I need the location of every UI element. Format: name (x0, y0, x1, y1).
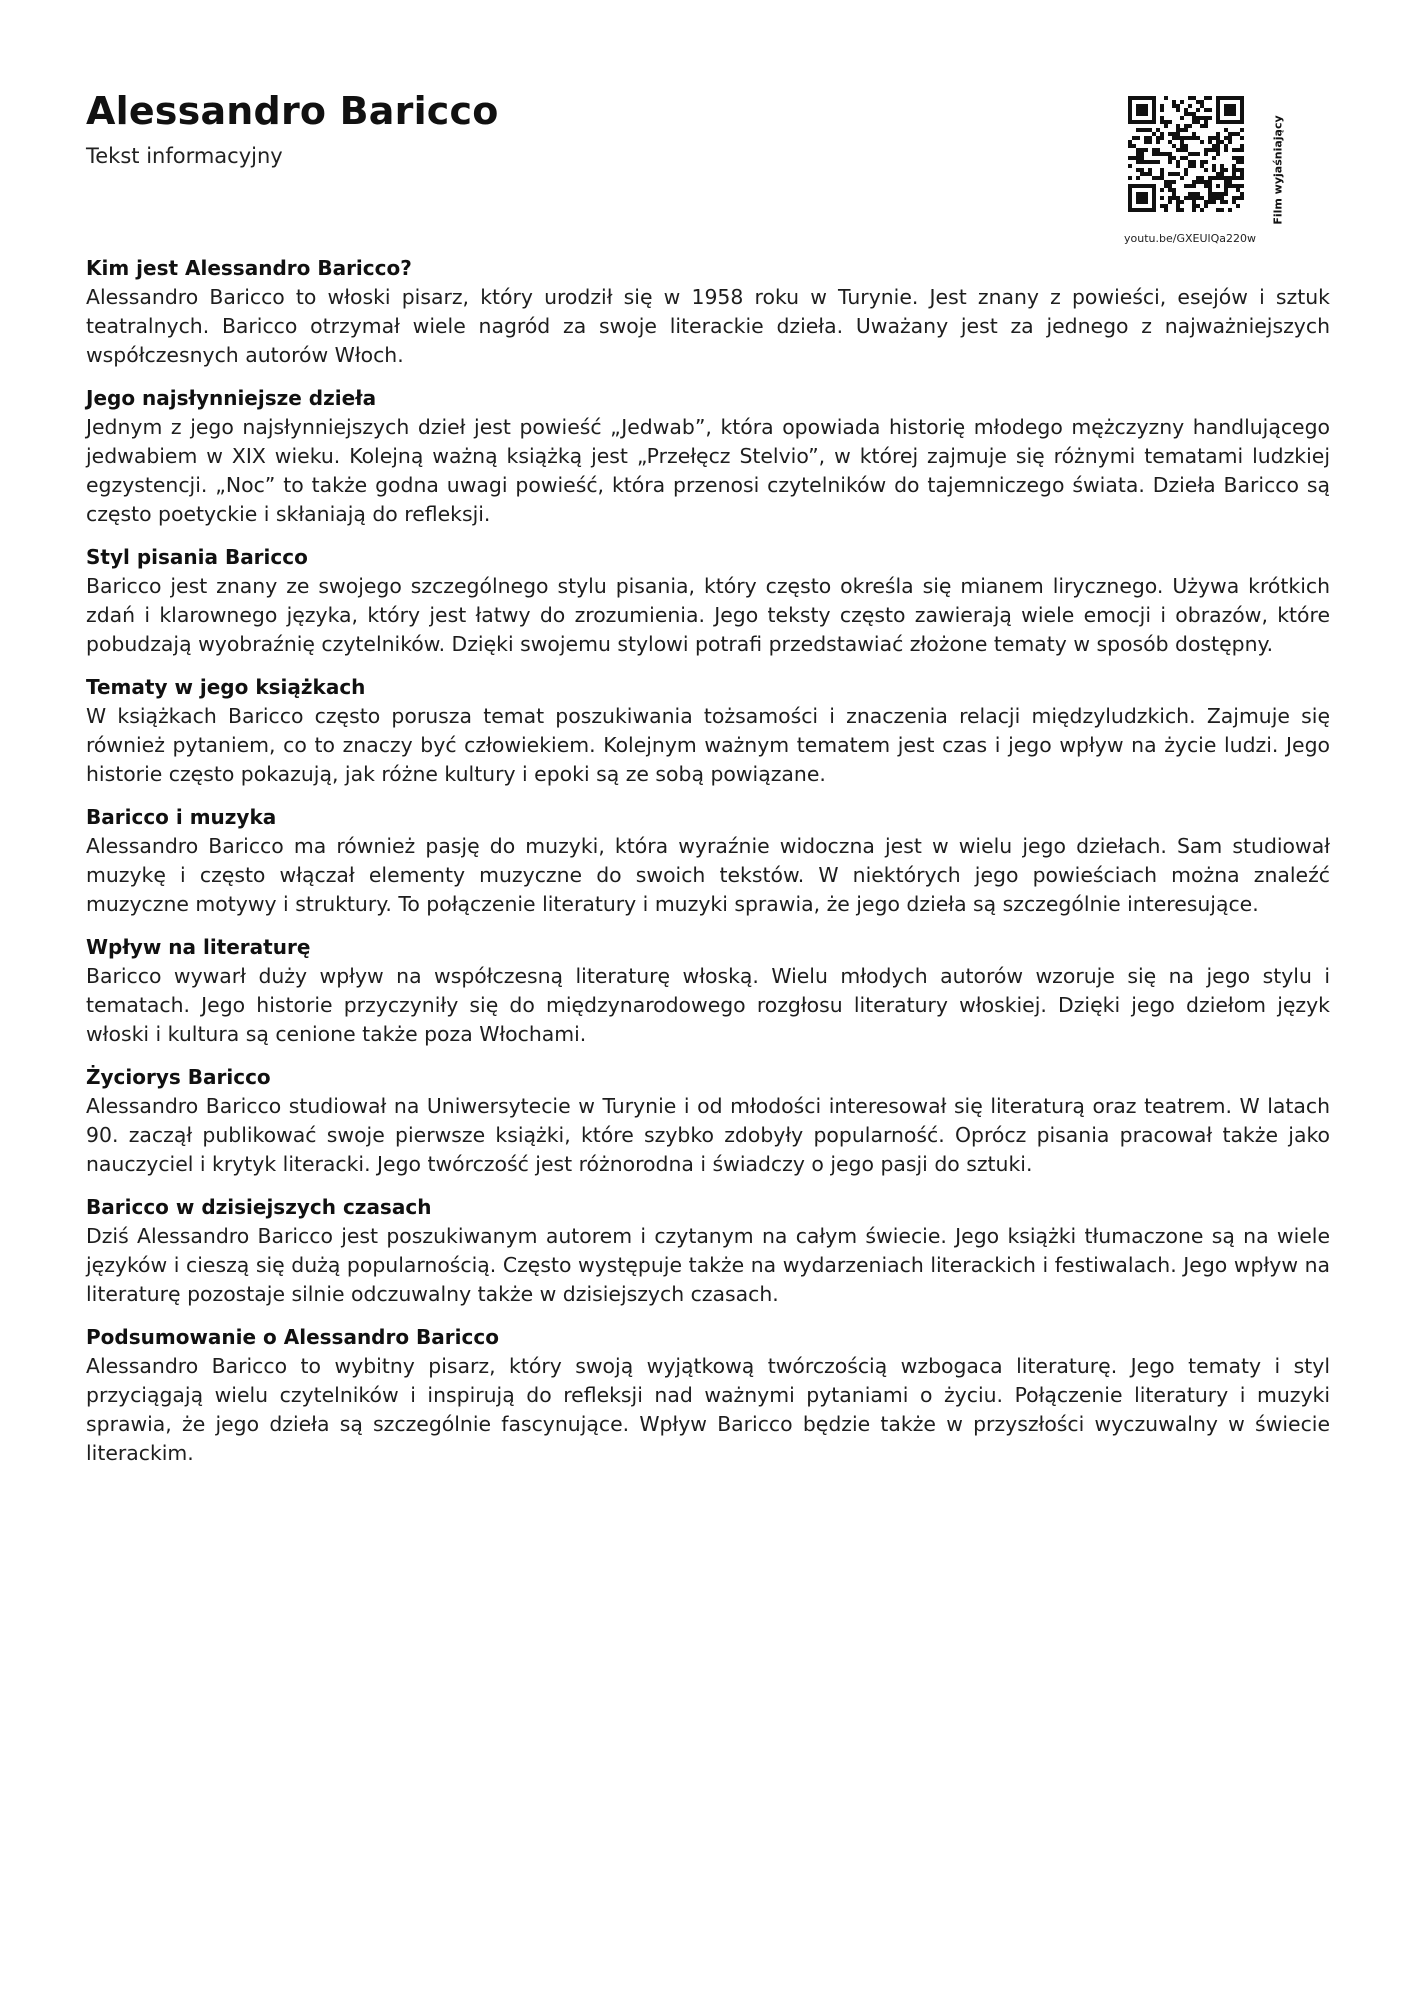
section-heading: Styl pisania Baricco (86, 545, 308, 569)
section-music (86, 803, 1330, 919)
qr-code-icon[interactable] (1128, 96, 1244, 212)
page-title: Alessandro Baricco (86, 89, 499, 133)
section-heading: Kim jest Alessandro Baricco? (86, 256, 412, 280)
section-text: Alessandro Baricco to wybitny pisarz, który swoją wyjątkową twórczością wzbogaca literaturę. Jego tematy i styl przyciągają wielu czytelników i inspirują do refleksji nad ważnymi pytaniami o życiu. Połączenie literatury i muzyki sprawia, że jego dzieła są szczególnie fascynujące. Wpływ Baricco będzie także w przyszłości wyczuwalny w świecie literackim. (86, 1354, 1330, 1465)
section-heading: Baricco w dzisiejszych czasach (86, 1195, 432, 1219)
section-influence (86, 933, 1330, 1049)
section-text: Jednym z jego najsłynniejszych dzieł jest powieść „Jedwab”, która opowiada historię młodego mężczyzny handlującego jedwabiem w XIX wieku. Kolejną ważną książką jest „Przełęcz Stelvio”, w której zajmuje się różnymi tematami ludzkiej egzystencji. „Noc” to także godna uwagi powieść, która przenosi czytelników do tajemniczego świata. Dzieła Baricco są często poetyckie i skłaniają do refleksji. (86, 415, 1330, 526)
section-text: Alessandro Baricco studiował na Uniwersytecie w Turynie i od młodości interesował się literaturą oraz teatrem. W latach 90. zaczął publikować swoje pierwsze książki, które szybko zdobyły popularność. Oprócz pisania pracował także jako nauczyciel i krytyk literacki. Jego twórczość jest różnorodna i świadczy o jego pasji do sztuki. (86, 1094, 1330, 1176)
qr-code-block (1116, 96, 1292, 250)
section-summary (86, 1323, 1330, 1468)
section-who-is (86, 254, 1330, 370)
section-writing-style (86, 543, 1330, 659)
qr-side-label (1268, 110, 1288, 230)
section-famous-works (86, 384, 1330, 529)
section-today (86, 1193, 1330, 1309)
page-subtitle: Tekst informacyjny (86, 144, 283, 168)
section-heading: Podsumowanie o Alessandro Baricco (86, 1325, 499, 1349)
section-biography (86, 1063, 1330, 1179)
section-heading: Życiorys Baricco (86, 1065, 271, 1089)
section-text: Baricco wywarł duży wpływ na współczesną literaturę włoską. Wielu młodych autorów wzoruje się na jego stylu i tematach. Jego historie przyczyniły się do międzynarodowego rozgłosu literatury włoskiej. Dzięki jego dziełom język włoski i kultura są cenione także poza Włochami. (86, 964, 1330, 1046)
section-text: W książkach Baricco często porusza temat poszukiwania tożsamości i znaczenia relacji międzyludzkich. Zajmuje się również pytaniem, co to znaczy być człowiekiem. Kolejnym ważnym tematem jest czas i jego wpływ na życie ludzi. Jego historie często pokazują, jak różne kultury i epoki są ze sobą powiązane. (86, 704, 1330, 786)
article-body (86, 254, 1330, 1482)
section-text: Baricco jest znany ze swojego szczególnego stylu pisania, który często określa się mianem lirycznego. Używa krótkich zdań i klarownego języka, który jest łatwy do zrozumienia. Jego teksty często zawierają wiele emocji i obrazów, które pobudzają wyobraźnię czytelników. Dzięki swojemu stylowi potrafi przedstawiać złożone tematy w sposób dostępny. (86, 574, 1330, 656)
section-heading: Tematy w jego książkach (86, 675, 366, 699)
film-label: Film wyjaśniający (1271, 115, 1285, 225)
section-text: Alessandro Baricco to włoski pisarz, który urodził się w 1958 roku w Turynie. Jest znany z powieści, esejów i sztuk teatralnych. Baricco otrzymał wiele nagród za swoje literackie dzieła. Uważany jest za jednego z najważniejszych współczesnych autorów Włoch. (86, 285, 1330, 367)
section-heading: Baricco i muzyka (86, 805, 277, 829)
section-heading: Wpływ na literaturę (86, 935, 311, 959)
section-themes (86, 673, 1330, 789)
section-heading: Jego najsłynniejsze dzieła (86, 386, 377, 410)
qr-url-link[interactable]: youtu.be/GXEUlQa220w (1124, 232, 1256, 245)
section-text: Alessandro Baricco ma również pasję do muzyki, która wyraźnie widoczna jest w wielu jego dziełach. Sam studiował muzykę i często włączał elementy muzyczne do swoich tekstów. W niektórych jego powieściach można znaleźć muzyczne motywy i struktury. To połączenie literatury i muzyki sprawia, że jego dzieła są szczególnie interesujące. (86, 834, 1330, 916)
section-text: Dziś Alessandro Baricco jest poszukiwanym autorem i czytanym na całym świecie. Jego książki tłumaczone są na wiele języków i cieszą się dużą popularnością. Często występuje także na wydarzeniach literackich i festiwalach. Jego wpływ na literaturę pozostaje silnie odczuwalny także w dzisiejszych czasach. (86, 1224, 1330, 1306)
